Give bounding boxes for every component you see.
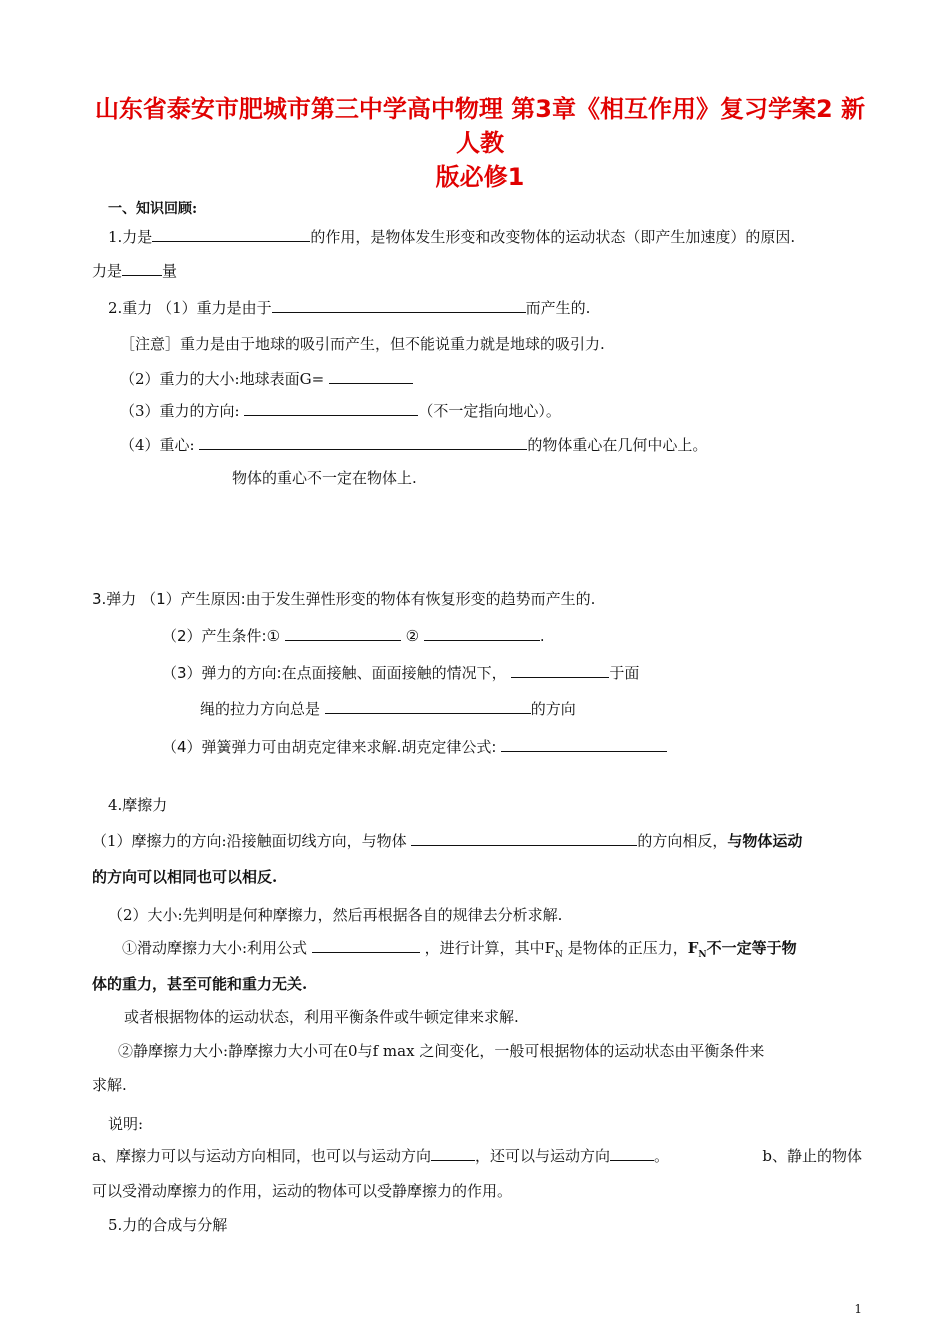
friction-direction-emphasis: 与物体运动 [727, 832, 803, 850]
hooke-law-blank[interactable] [501, 737, 667, 752]
normal-force-symbol-subscript: N [698, 950, 707, 960]
elastic-condition-blank-1[interactable] [285, 626, 401, 641]
sliding-friction-text-2: 是物体的正压力， [562, 939, 688, 957]
gravity-origin-blank[interactable] [272, 298, 526, 313]
hooke-law-line [162, 736, 667, 758]
gravity-direction-blank[interactable] [244, 401, 418, 416]
page-number: 1 [854, 1302, 862, 1316]
sliding-friction-formula-blank[interactable] [312, 938, 420, 953]
friction-direction-blank[interactable] [411, 831, 637, 846]
gravity-origin-suffix: 而产生的. [525, 299, 591, 317]
gravity-note: ［注意］重力是由于地球的吸引而产生，但不能说重力就是地球的吸引力. [120, 335, 605, 353]
normal-force-symbol: F [687, 939, 699, 957]
force-label: 1.力是 [108, 228, 153, 246]
gravity-direction-suffix: （不一定指向地心）。 [418, 402, 561, 420]
elastic-conditions-label: （2）产生条件:① [162, 627, 281, 645]
gravity-direction-label: （3）重力的方向: [120, 402, 240, 420]
force-definition-line [108, 226, 795, 248]
elastic-force-cause: 3.弹力 （1）产生原因:由于发生弹性形变的物体有恢复形变的趋势而产生的. [92, 590, 596, 608]
force-definition-rest: 的作用，是物体发生形变和改变物体的运动状态（即产生加速度）的原因. [310, 228, 796, 246]
force-quantity-suffix: 量 [162, 262, 178, 280]
center-of-gravity-label: （4）重心: [120, 436, 195, 454]
elastic-condition-marker-2: ② [405, 627, 420, 645]
notes-line-2: 可以受滑动摩擦力的作用，运动的物体可以受静摩擦力的作用。 [92, 1182, 513, 1200]
gravity-direction-line [120, 400, 561, 422]
sliding-friction-line [122, 937, 797, 966]
normal-force-subscript: N [555, 950, 563, 960]
friction-direction-line [92, 830, 802, 852]
force-quantity-blank[interactable] [122, 261, 162, 276]
elastic-force-conditions [162, 625, 545, 647]
sliding-friction-emphasis: 不一定等于物 [706, 939, 797, 957]
elastic-direction-label: （3）弹力的方向:在点面接触、面面接触的情况下， [162, 664, 507, 682]
section-heading-review: 一、知识回顾: [108, 201, 198, 217]
sliding-friction-emphasis-cont: 体的重力，甚至可能和重力无关. [92, 975, 308, 993]
sliding-friction-text: ，进行计算，其中F [424, 939, 556, 957]
force-quantity-line [92, 260, 177, 282]
rope-tension-direction [200, 698, 576, 720]
notes-line-1 [92, 1145, 862, 1167]
document-title [90, 92, 870, 194]
gravity-magnitude-blank[interactable] [329, 369, 413, 384]
static-friction-line-cont: 求解. [92, 1076, 127, 1094]
force-quantity-label: 力是 [92, 262, 123, 280]
friction-direction-emphasis-cont: 的方向可以相同也可以相反. [92, 868, 278, 886]
note-a-text-2: ，还可以与运动方向 [474, 1147, 610, 1165]
center-of-gravity-blank[interactable] [199, 435, 527, 450]
center-of-gravity-suffix: 的物体重心在几何中心上。 [527, 436, 708, 454]
elastic-conditions-period: . [539, 627, 545, 645]
rope-tension-suffix: 的方向 [530, 700, 576, 718]
note-a-period: 。 [653, 1147, 669, 1165]
note-a-blank-2[interactable] [610, 1146, 654, 1161]
title-line-1: 山东省泰安市肥城市第三中学高中物理 第3章《相互作用》复习学案2 新人教 [94, 95, 866, 157]
gravity-magnitude-line [120, 368, 413, 390]
notes-heading: 说明: [108, 1115, 144, 1133]
hooke-law-label: （4）弹簧弹力可由胡克定律来求解.胡克定律公式: [162, 738, 497, 756]
elastic-direction-blank[interactable] [511, 663, 609, 678]
gravity-magnitude-label: （2）重力的大小:地球表面G= [120, 370, 325, 388]
center-of-gravity-note: 物体的重心不一定在物体上. [232, 469, 417, 487]
friction-direction-label: （1）摩擦力的方向:沿接触面切线方向，与物体 [92, 832, 407, 850]
friction-direction-suffix: 的方向相反， [637, 832, 728, 850]
rope-tension-blank[interactable] [325, 699, 531, 714]
title-line-2: 版必修1 [435, 163, 525, 191]
force-blank[interactable] [152, 227, 310, 242]
gravity-origin-line [108, 297, 590, 319]
friction-heading: 4.摩擦力 [108, 796, 168, 814]
elastic-force-direction [162, 662, 639, 684]
sliding-friction-label: ①滑动摩擦力大小:利用公式 [122, 939, 308, 957]
note-a-blank-1[interactable] [431, 1146, 475, 1161]
friction-magnitude-intro: （2）大小:先判明是何种摩擦力，然后再根据各自的规律去分析求解. [108, 906, 563, 924]
elastic-condition-blank-2[interactable] [424, 626, 540, 641]
rope-tension-label: 绳的拉力方向总是 [200, 700, 321, 718]
note-b-text: b、静止的物体 [762, 1147, 862, 1165]
elastic-direction-suffix: 于面 [609, 664, 640, 682]
friction-alternative-method: 或者根据物体的运动状态，利用平衡条件或牛顿定律来求解. [124, 1008, 519, 1026]
gravity-origin-label: 2.重力 （1）重力是由于 [108, 299, 272, 317]
center-of-gravity-line [120, 434, 707, 456]
note-a-text: a、摩擦力可以与运动方向相同，也可以与运动方向 [92, 1147, 431, 1165]
static-friction-line: ②静摩擦力大小:静摩擦力大小可在0与f max 之间变化，一般可根据物体的运动状态由平衡条件来 [118, 1042, 765, 1060]
composition-heading: 5.力的合成与分解 [108, 1216, 228, 1234]
